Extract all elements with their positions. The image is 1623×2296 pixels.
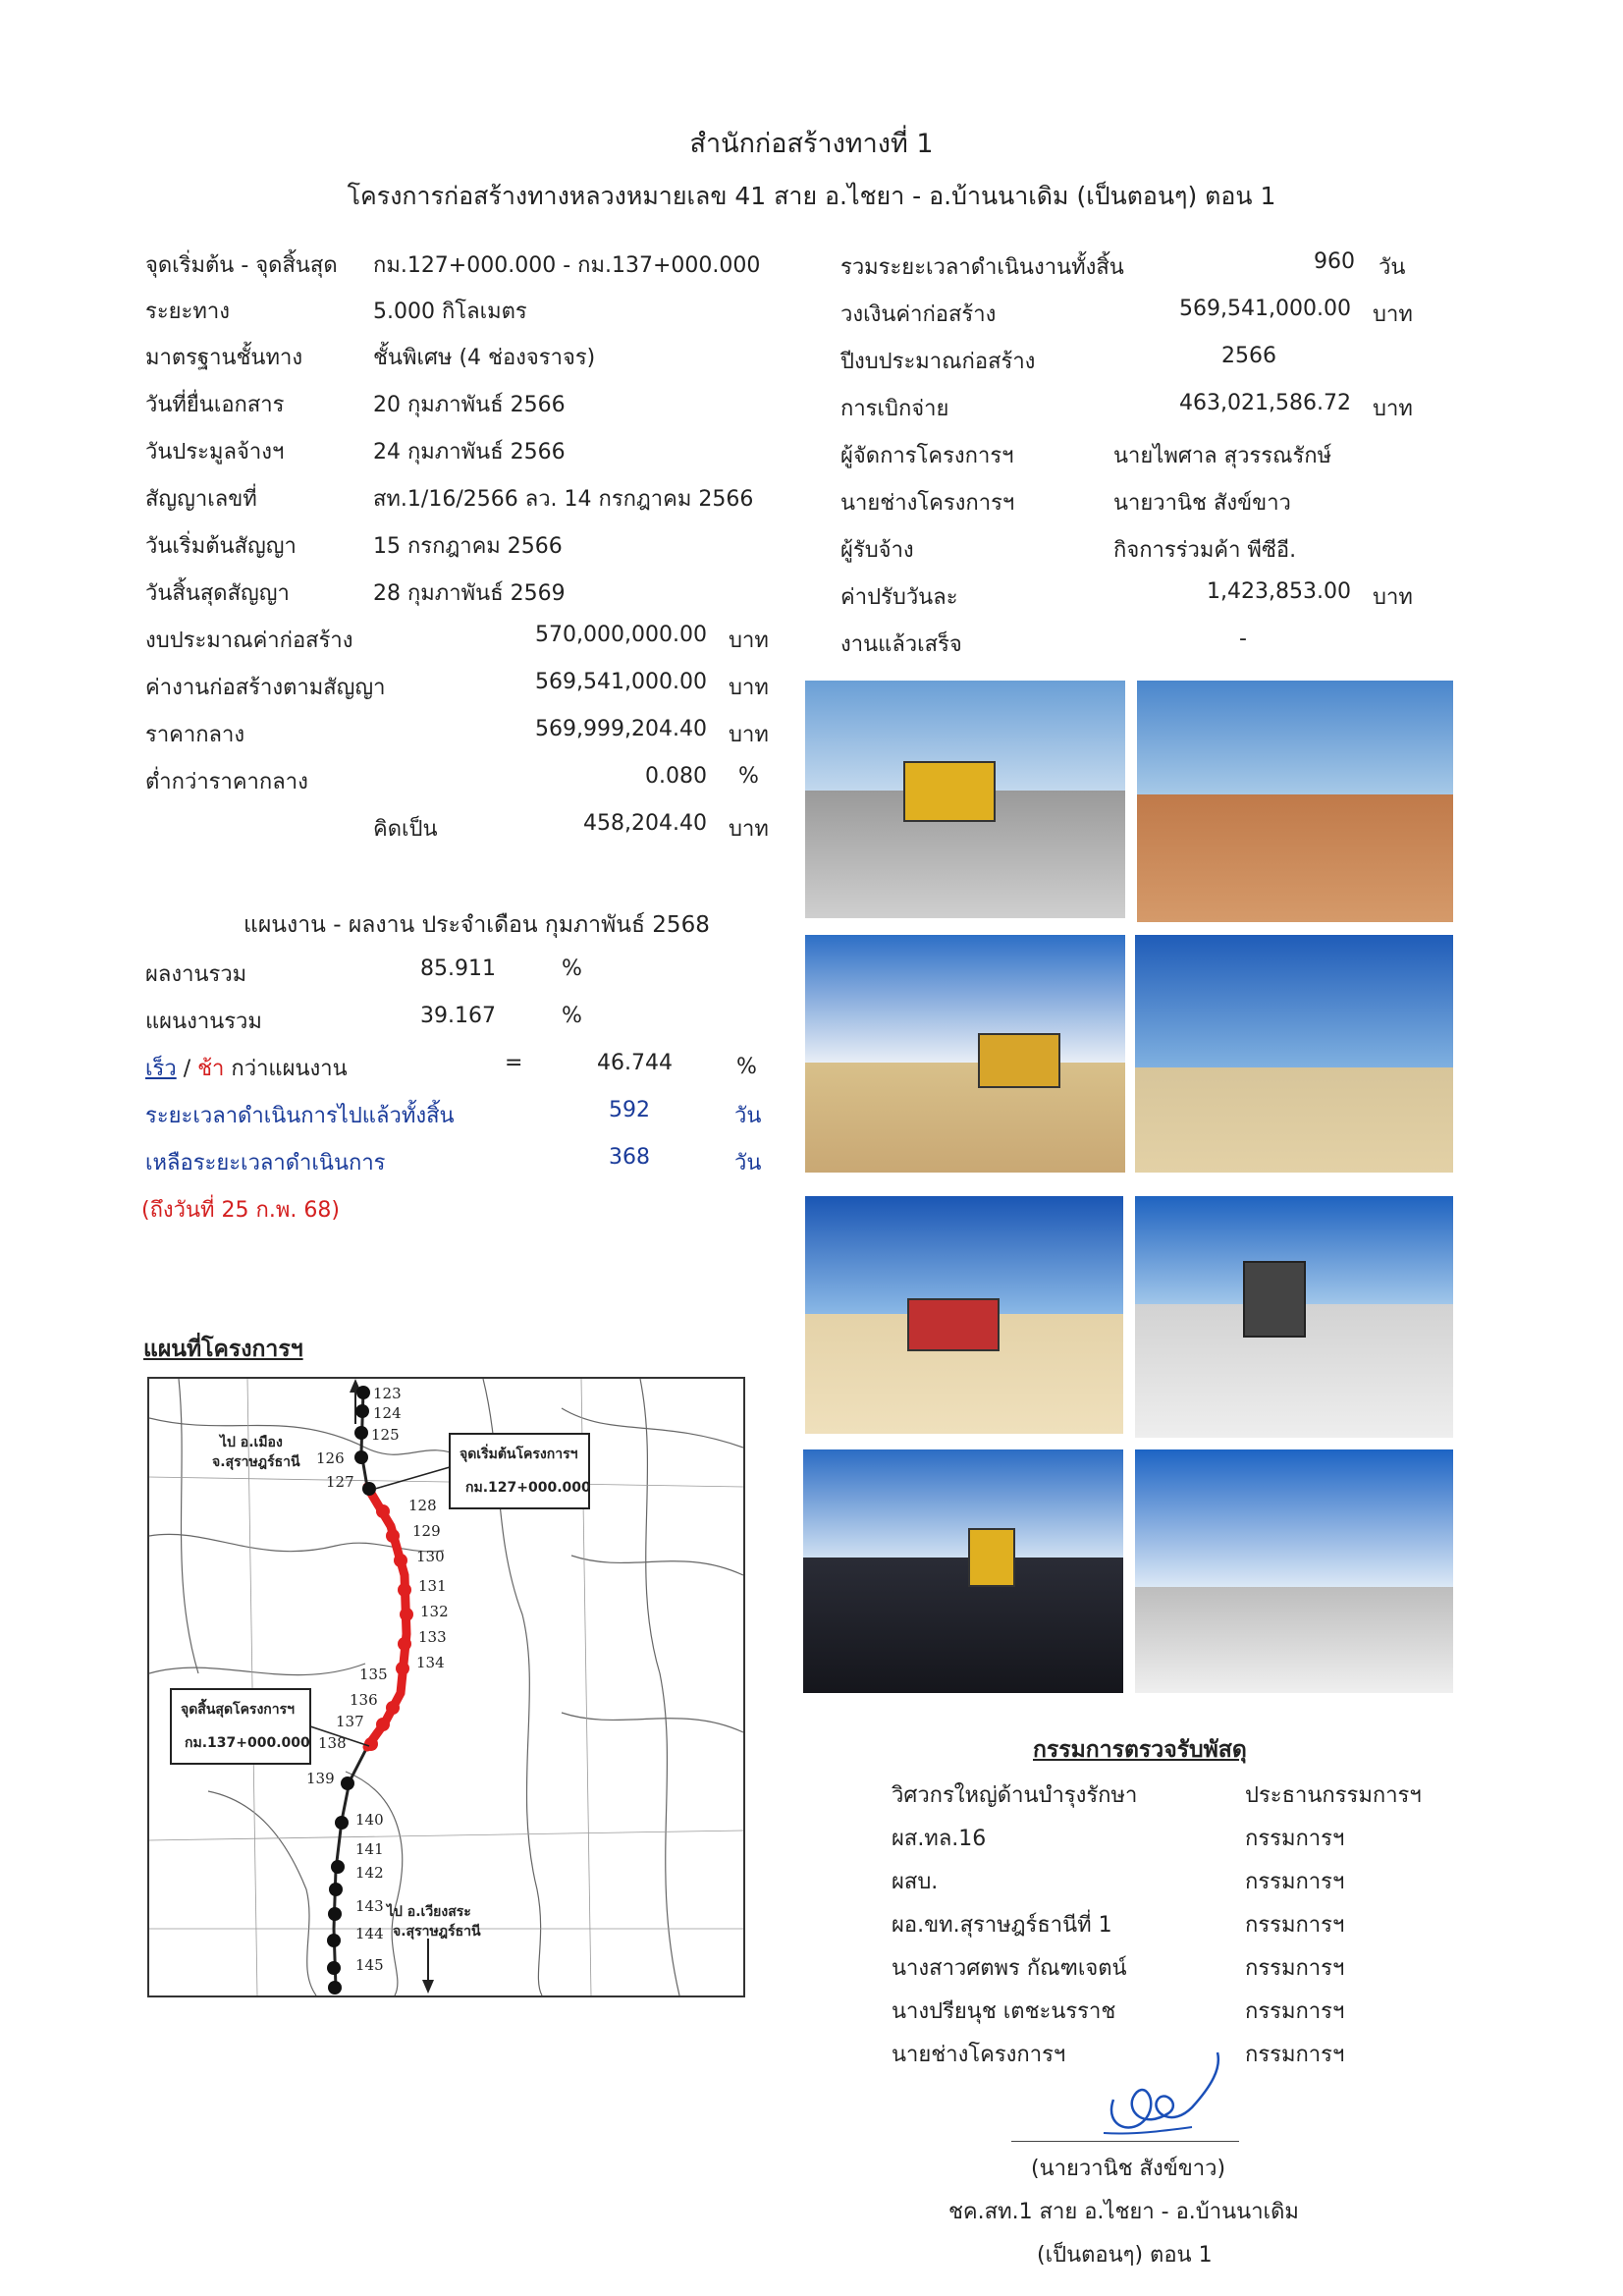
- member-name: วิศวกรใหญ่ด้านบำรุงรักษา: [892, 1783, 1138, 1808]
- remaining-label: เหลือระยะเวลาดำเนินการ: [145, 1151, 386, 1175]
- info-label: ค่าปรับวันละ: [840, 585, 958, 610]
- money-unit: %: [738, 764, 759, 789]
- station-label: 124: [373, 1404, 402, 1422]
- info-label: สัญญาเลขที่: [145, 487, 257, 512]
- station-label: 126: [316, 1449, 345, 1467]
- construction-photo: [805, 681, 1125, 918]
- station-label: 132: [420, 1603, 449, 1620]
- money-value: 569,541,000.00: [535, 670, 707, 694]
- member-role: กรรมการฯ: [1245, 1827, 1345, 1851]
- to-south-label-2: จ.สุราษฎร์ธานี: [393, 1924, 481, 1940]
- station-label: 138: [318, 1734, 347, 1752]
- member-name: นางปรียนุช เตชะนรราช: [892, 1999, 1116, 2024]
- info-value: 960: [1314, 249, 1355, 274]
- as-of-date: (ถึงวันที่ 25 ก.พ. 68): [141, 1198, 340, 1223]
- info-value: 1,423,853.00: [1207, 579, 1351, 604]
- construction-photo: [1135, 1196, 1453, 1438]
- info-label: นายช่างโครงการฯ: [840, 491, 1015, 516]
- money-label: ราคากลาง: [145, 723, 245, 747]
- plan-unit: %: [562, 1004, 582, 1028]
- info-value: กิจการร่วมค้า พีซีอี.: [1113, 538, 1297, 563]
- money-label: งบประมาณค่าก่อสร้าง: [145, 629, 353, 653]
- member-name: นางสาวศตพร กัณฑเจตน์: [892, 1956, 1127, 1981]
- info-value: 15 กรกฎาคม 2566: [373, 534, 563, 559]
- plan-label: แผนงานรวม: [145, 1010, 262, 1034]
- info-unit: วัน: [1379, 255, 1406, 280]
- money-label: ค่างานก่อสร้างตามสัญญา: [145, 676, 386, 700]
- member-role: กรรมการฯ: [1245, 1870, 1345, 1894]
- compare-suffix: กว่าแผนงาน: [224, 1057, 348, 1081]
- station-label: 145: [355, 1956, 384, 1974]
- handwritten-signature: [1074, 2039, 1241, 2147]
- station-label: 130: [416, 1548, 445, 1565]
- station-label: 127: [326, 1473, 354, 1491]
- money-unit: บาท: [729, 723, 769, 747]
- station-label: 143: [355, 1897, 384, 1915]
- member-role: กรรมการฯ: [1245, 1956, 1345, 1981]
- station-label: 123: [373, 1385, 402, 1402]
- member-role: กรรมการฯ: [1245, 2043, 1345, 2067]
- info-value: 20 กุมภาพันธ์ 2566: [373, 393, 566, 417]
- info-label: ปีงบประมาณก่อสร้าง: [840, 350, 1036, 374]
- station-label: 128: [408, 1497, 437, 1514]
- station-label: 139: [306, 1770, 335, 1787]
- money-label: ต่ำกว่าราคากลาง: [145, 770, 308, 794]
- equals-sign: =: [505, 1051, 523, 1075]
- construction-photo: [805, 935, 1125, 1173]
- info-unit: บาท: [1373, 585, 1413, 610]
- info-value: 5.000 กิโลเมตร: [373, 300, 527, 324]
- info-value: 28 กุมภาพันธ์ 2569: [373, 581, 566, 606]
- info-value: นายวานิช สังข์ขาว: [1113, 491, 1291, 516]
- project-title: โครงการก่อสร้างทางหลวงหมายเลข 41 สาย อ.ไชยา - อ.บ้านนาเดิม (เป็นตอนๆ) ตอน 1: [347, 182, 1276, 210]
- elapsed-unit: วัน: [734, 1104, 762, 1128]
- station-label: 144: [355, 1925, 384, 1942]
- station-label: 140: [355, 1811, 384, 1829]
- construction-photo: [803, 1449, 1123, 1693]
- start-box-title: จุดเริ่มต้นโครงการฯ: [460, 1447, 578, 1462]
- to-south-label-1: ไป อ.เวียงสระ: [387, 1904, 471, 1920]
- map-heading: แผนที่โครงการฯ: [143, 1337, 303, 1362]
- station-label: 137: [336, 1713, 364, 1730]
- elapsed-label: ระยะเวลาดำเนินการไปแล้วทั้งสิ้น: [145, 1104, 455, 1128]
- actual-label: ผลงานรวม: [145, 962, 247, 987]
- construction-photo: [805, 1196, 1123, 1434]
- construction-photo: [1135, 1449, 1453, 1693]
- construction-photo: [1137, 681, 1453, 922]
- diff-value: 46.744: [597, 1051, 673, 1075]
- member-name: ผอ.ขท.สุราษฎร์ธานีที่ 1: [892, 1913, 1112, 1938]
- info-label: ผู้รับจ้าง: [840, 538, 914, 563]
- committee-title: กรรมการตรวจรับพัสดุ: [1033, 1737, 1247, 1763]
- end-box-km: กม.137+000.000: [185, 1735, 310, 1751]
- station-label: 136: [350, 1691, 378, 1709]
- info-value: 2566: [1221, 344, 1276, 368]
- money-unit: บาท: [729, 817, 769, 842]
- station-label: 131: [418, 1577, 447, 1595]
- info-label: ระยะทาง: [145, 300, 230, 324]
- signer-name: (นายวานิช สังข์ขาว): [1031, 2157, 1226, 2181]
- money-value: 570,000,000.00: [535, 623, 707, 647]
- fast-label: เร็ว: [145, 1057, 177, 1081]
- info-label: วงเงินค่าก่อสร้าง: [840, 302, 997, 327]
- station-label: 125: [371, 1426, 400, 1444]
- elapsed-value: 592: [609, 1098, 650, 1122]
- office-title: สำนักก่อสร้างทางที่ 1: [689, 129, 934, 159]
- station-label: 142: [355, 1864, 384, 1882]
- signer-title-2: (เป็นตอนๆ) ตอน 1: [1037, 2243, 1213, 2268]
- info-value: 569,541,000.00: [1179, 297, 1351, 321]
- info-value: 24 กุมภาพันธ์ 2566: [373, 440, 566, 465]
- money-label: คิดเป็น: [373, 817, 438, 842]
- info-label: รวมระยะเวลาดำเนินงานทั้งสิ้น: [840, 255, 1124, 280]
- slash: /: [176, 1057, 198, 1081]
- info-unit: บาท: [1373, 302, 1413, 327]
- station-label: 129: [412, 1522, 441, 1540]
- signer-title-1: ชค.สท.1 สาย อ.ไชยา - อ.บ้านนาเดิม: [948, 2200, 1299, 2224]
- info-value: นายไพศาล สุวรรณรักษ์: [1113, 444, 1332, 468]
- money-unit: บาท: [729, 676, 769, 700]
- info-value: -: [1239, 627, 1247, 651]
- member-role: กรรมการฯ: [1245, 1913, 1345, 1938]
- money-value: 0.080: [645, 764, 707, 789]
- info-label: วันที่ยื่นเอกสาร: [145, 393, 285, 417]
- info-label: การเบิกจ่าย: [840, 397, 949, 421]
- info-label: จุดเริ่มต้น - จุดสิ้นสุด: [145, 253, 338, 278]
- info-label: วันเริ่มต้นสัญญา: [145, 534, 297, 559]
- station-label: 141: [355, 1840, 384, 1858]
- compare-label: [145, 1051, 348, 1085]
- plan-value: 39.167: [420, 1004, 496, 1028]
- money-value: 458,204.40: [583, 811, 707, 836]
- end-box-title: จุดสิ้นสุดโครงการฯ: [181, 1702, 296, 1718]
- info-label: วันประมูลจ้างฯ: [145, 440, 285, 465]
- station-label: 134: [416, 1654, 445, 1671]
- member-name: ผส.ทล.16: [892, 1827, 987, 1851]
- info-label: มาตรฐานชั้นทาง: [145, 346, 303, 370]
- info-value: กม.127+000.000 - กม.137+000.000: [373, 253, 761, 278]
- construction-photo: [1135, 935, 1453, 1173]
- slow-label: ช้า: [197, 1057, 225, 1081]
- progress-title: แผนงาน - ผลงาน ประจำเดือน กุมภาพันธ์ 2568: [243, 912, 710, 938]
- money-value: 569,999,204.40: [535, 717, 707, 741]
- station-label: 133: [418, 1628, 447, 1646]
- to-north-label-1: ไป อ.เมือง: [220, 1435, 283, 1450]
- member-role: กรรมการฯ: [1245, 1999, 1345, 2024]
- remaining-unit: วัน: [734, 1151, 762, 1175]
- project-map: [147, 1377, 745, 1997]
- station-label: 135: [359, 1666, 388, 1683]
- info-value: 463,021,586.72: [1179, 391, 1351, 415]
- to-north-label-2: จ.สุราษฎร์ธานี: [212, 1454, 300, 1470]
- actual-value: 85.911: [420, 957, 496, 981]
- info-label: ผู้จัดการโครงการฯ: [840, 444, 1014, 468]
- info-label: งานแล้วเสร็จ: [840, 632, 962, 657]
- diff-unit: %: [736, 1055, 757, 1079]
- member-name: นายช่างโครงการฯ: [892, 2043, 1066, 2067]
- member-role: ประธานกรรมการฯ: [1245, 1783, 1422, 1808]
- signature-line: [1011, 2141, 1239, 2142]
- remaining-value: 368: [609, 1145, 650, 1170]
- info-label: วันสิ้นสุดสัญญา: [145, 581, 290, 606]
- money-unit: บาท: [729, 629, 769, 653]
- member-name: ผสบ.: [892, 1870, 939, 1894]
- actual-unit: %: [562, 957, 582, 981]
- info-unit: บาท: [1373, 397, 1413, 421]
- start-box-km: กม.127+000.000: [465, 1480, 591, 1496]
- info-value: สท.1/16/2566 ลว. 14 กรกฎาคม 2566: [373, 487, 754, 512]
- info-value: ชั้นพิเศษ (4 ช่องจราจร): [373, 346, 596, 370]
